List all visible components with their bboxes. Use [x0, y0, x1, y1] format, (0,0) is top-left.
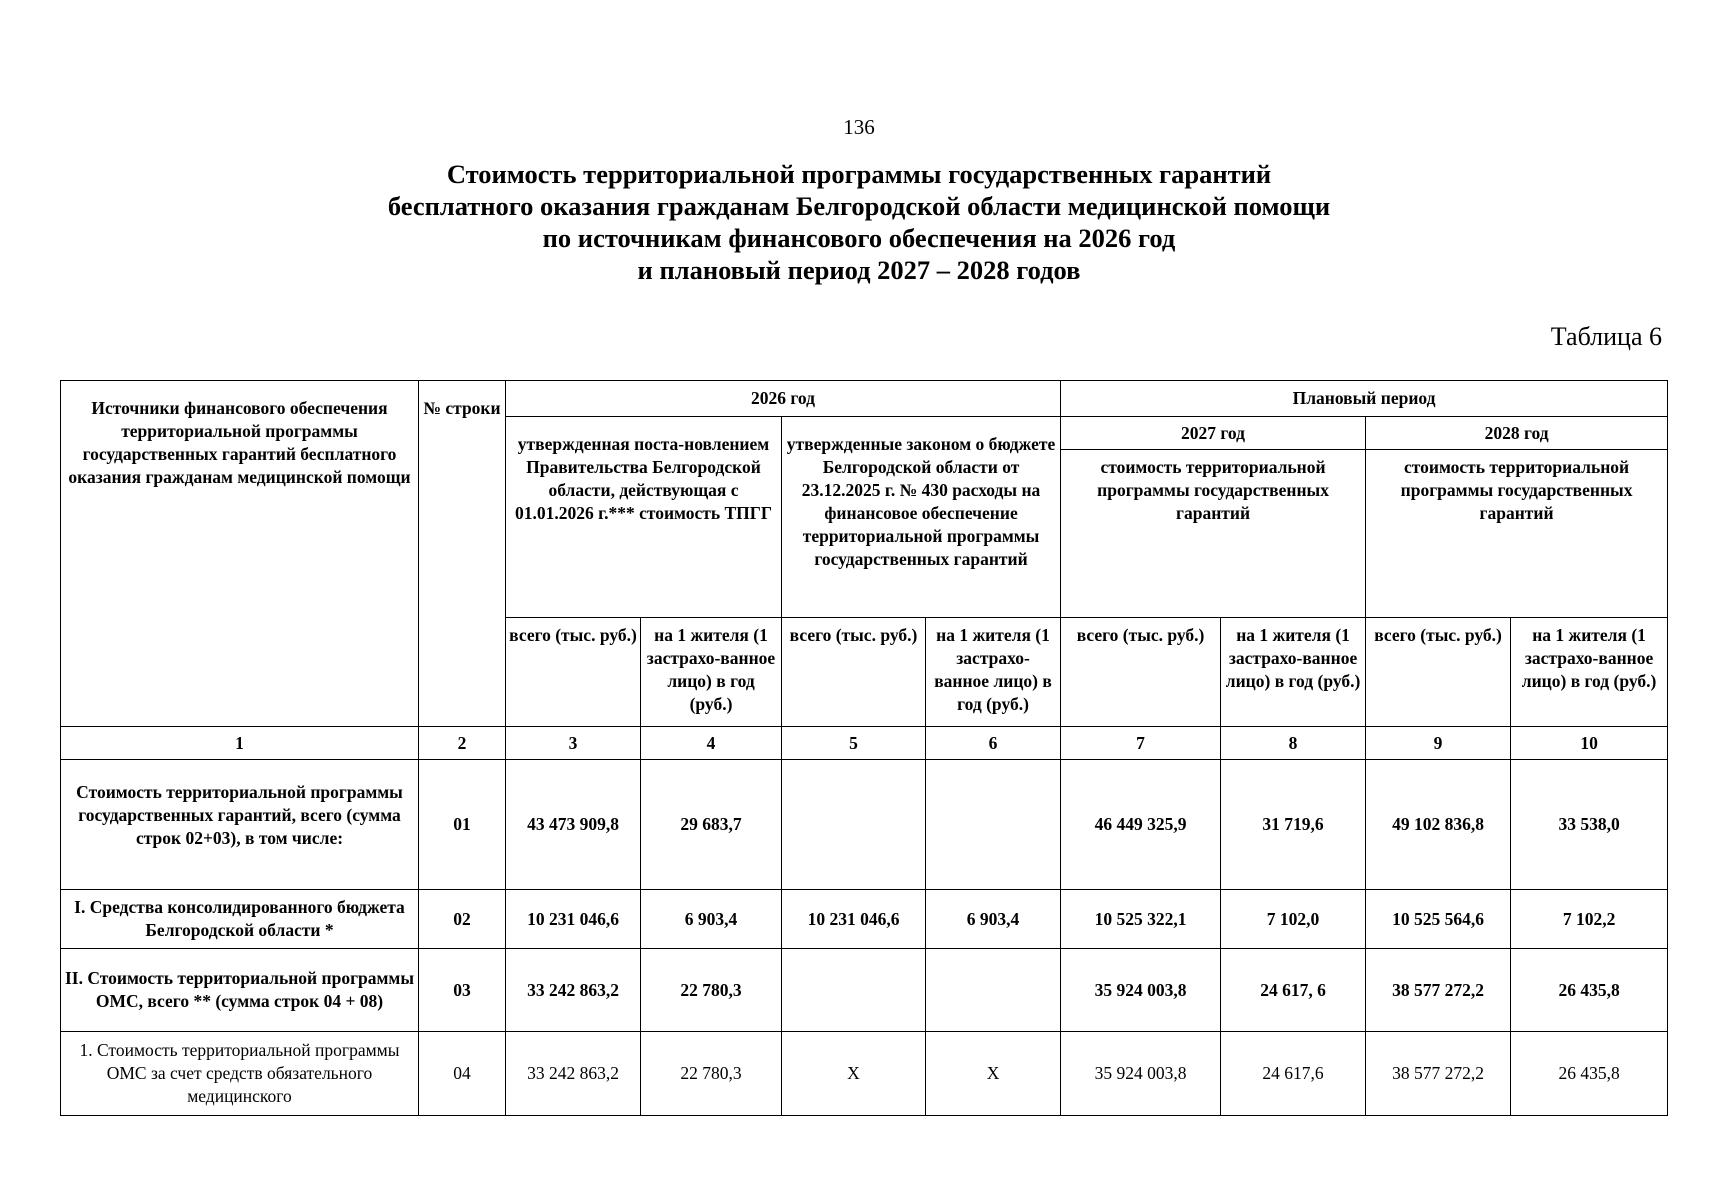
row-value: 26 435,8 — [1511, 949, 1668, 1032]
header-per-capita: на 1 жителя (1 застрахо-ванное лицо) в год (руб.) — [1221, 618, 1366, 727]
title-line: и плановый период 2027 – 2028 годов — [637, 255, 1081, 285]
table-row — [61, 949, 1668, 1032]
row-value: 6 903,4 — [926, 890, 1061, 949]
table-row — [61, 890, 1668, 949]
row-number: 01 — [419, 760, 506, 890]
row-value: 24 617, 6 — [1221, 949, 1366, 1032]
header-total: всего (тыс. руб.) — [782, 618, 926, 727]
document-title — [0, 158, 1718, 286]
row-value: 10 525 564,6 — [1366, 890, 1511, 949]
row-value: 33 242 863,2 — [506, 1032, 641, 1116]
table-row — [61, 760, 1668, 890]
row-value: 7 102,2 — [1511, 890, 1668, 949]
row-value: 33 538,0 — [1511, 760, 1668, 890]
table-label: Таблица 6 — [1550, 322, 1662, 351]
row-value: 10 525 322,1 — [1061, 890, 1221, 949]
header-2027: 2027 год — [1061, 417, 1366, 450]
title-line: бесплатного оказания гражданам Белгородской области медицинской помощи — [387, 191, 1331, 221]
header-row-1 — [61, 381, 1668, 417]
column-number: 7 — [1061, 727, 1221, 760]
row-value — [782, 760, 926, 890]
row-value — [926, 949, 1061, 1032]
row-value: 24 617,6 — [1221, 1032, 1366, 1116]
header-row-no: № строки — [419, 381, 506, 727]
row-value: 31 719,6 — [1221, 760, 1366, 890]
row-value: 35 924 003,8 — [1061, 1032, 1221, 1116]
row-value: 29 683,7 — [641, 760, 782, 890]
row-name: 1. Стоимость территориальной программы ОМС за счет средств обязательного медицинского — [61, 1032, 419, 1116]
row-value: 26 435,8 — [1511, 1032, 1668, 1116]
row-value: 38 577 272,2 — [1366, 949, 1511, 1032]
title-line: Стоимость территориальной программы государственных гарантий — [446, 159, 1272, 189]
header-per-capita: на 1 жителя (1 застрахо-ванное лицо) в год (руб.) — [1511, 618, 1668, 727]
header-total: всего (тыс. руб.) — [1366, 618, 1511, 727]
header-planned-period: Плановый период — [1061, 381, 1668, 417]
column-number: 6 — [926, 727, 1061, 760]
row-value: 10 231 046,6 — [506, 890, 641, 949]
row-name: Стоимость территориальной программы государственных гарантий, всего (сумма строк 02+03), в том числе: — [61, 760, 419, 890]
header-total: всего (тыс. руб.) — [1061, 618, 1221, 727]
row-value: 6 903,4 — [641, 890, 782, 949]
row-value — [926, 760, 1061, 890]
row-value: 43 473 909,8 — [506, 760, 641, 890]
column-number: 9 — [1366, 727, 1511, 760]
row-value: 7 102,0 — [1221, 890, 1366, 949]
column-number: 2 — [419, 727, 506, 760]
row-value: X — [926, 1032, 1061, 1116]
row-value: 22 780,3 — [641, 1032, 782, 1116]
financing-table — [60, 380, 1668, 1116]
row-value: 10 231 046,6 — [782, 890, 926, 949]
column-number: 4 — [641, 727, 782, 760]
title-line: по источникам финансового обеспечения на 2026 год — [542, 223, 1176, 253]
header-per-capita: на 1 жителя (1 застрахо-ванное лицо) в год (руб.) — [926, 618, 1061, 727]
column-number: 8 — [1221, 727, 1366, 760]
header-approved-decree: утвержденная поста-новлением Правительства Белгородской области, действующая с 01.01.2026 г.*** стоимость ТПГГ — [506, 417, 782, 618]
row-value: 33 242 863,2 — [506, 949, 641, 1032]
header-approved-law: утвержденные законом о бюджете Белгородской области от 23.12.2025 г. № 430 расходы на финансовое обеспечение территориальной программы государственных гарантий — [782, 417, 1061, 618]
row-value: 35 924 003,8 — [1061, 949, 1221, 1032]
table-row — [61, 1032, 1668, 1116]
row-value — [782, 949, 926, 1032]
column-number: 5 — [782, 727, 926, 760]
row-number: 04 — [419, 1032, 506, 1116]
row-name: II. Стоимость территориальной программы ОМС, всего ** (сумма строк 04 + 08) — [61, 949, 419, 1032]
column-number: 1 — [61, 727, 419, 760]
header-sources: Источники финансового обеспечения территориальной программы государственных гарантий бесплатного оказания гражданам медицинской помощи — [61, 381, 419, 727]
column-number: 3 — [506, 727, 641, 760]
row-number: 02 — [419, 890, 506, 949]
header-cost-2027: стоимость территориальной программы государственных гарантий — [1061, 450, 1366, 618]
row-value: 49 102 836,8 — [1366, 760, 1511, 890]
row-name: I. Средства консолидированного бюджета Белгородской области * — [61, 890, 419, 949]
row-value: 38 577 272,2 — [1366, 1032, 1511, 1116]
column-number-row — [61, 727, 1668, 760]
header-cost-2028: стоимость территориальной программы государственных гарантий — [1366, 450, 1668, 618]
row-value: 46 449 325,9 — [1061, 760, 1221, 890]
row-value: 22 780,3 — [641, 949, 782, 1032]
header-2028: 2028 год — [1366, 417, 1668, 450]
header-total: всего (тыс. руб.) — [506, 618, 641, 727]
row-number: 03 — [419, 949, 506, 1032]
header-per-capita: на 1 жителя (1 застрахо-ванное лицо) в год (руб.) — [641, 618, 782, 727]
page-number: 136 — [843, 115, 875, 139]
header-2026: 2026 год — [506, 381, 1061, 417]
column-number: 10 — [1511, 727, 1668, 760]
row-value: X — [782, 1032, 926, 1116]
